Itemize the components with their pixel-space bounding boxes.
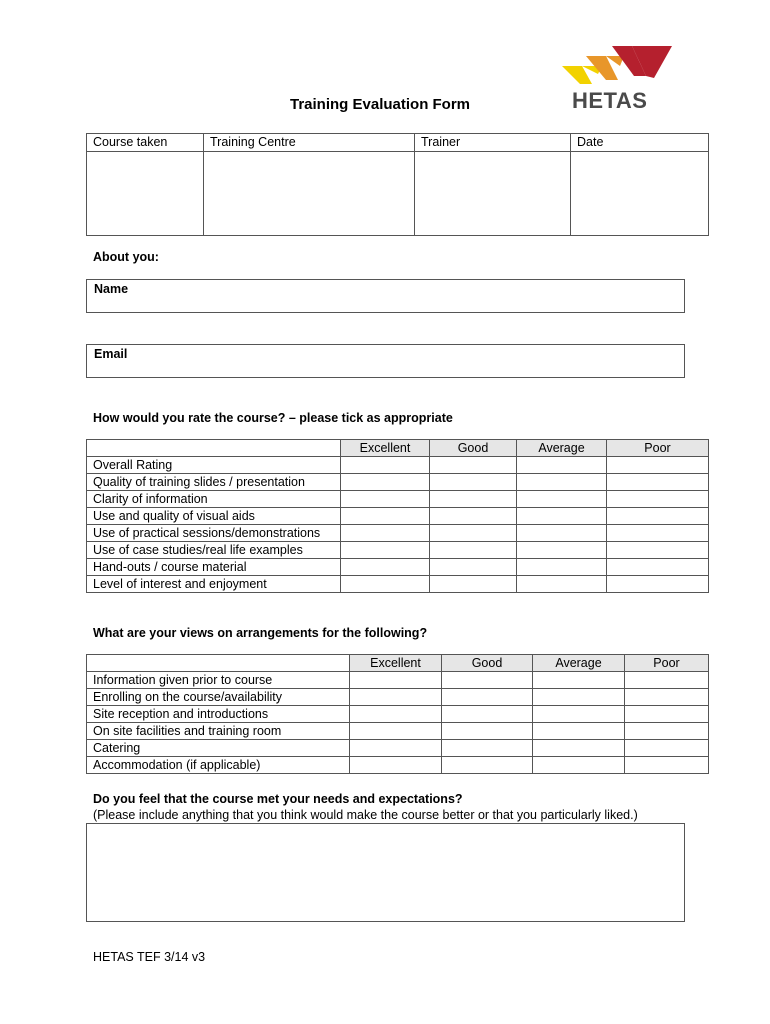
tick-cell-poor[interactable] bbox=[607, 491, 709, 508]
tick-cell-good[interactable] bbox=[430, 491, 517, 508]
tick-cell-excellent[interactable] bbox=[341, 491, 430, 508]
tick-cell-poor[interactable] bbox=[625, 689, 709, 706]
col-excellent: Excellent bbox=[350, 655, 442, 672]
table-row bbox=[87, 672, 709, 689]
col-average: Average bbox=[517, 440, 607, 457]
col-poor: Poor bbox=[625, 655, 709, 672]
hetas-logo bbox=[562, 44, 674, 114]
tick-cell-poor[interactable] bbox=[607, 457, 709, 474]
tick-cell-average[interactable] bbox=[517, 457, 607, 474]
email-field[interactable] bbox=[86, 344, 685, 378]
tick-cell-excellent[interactable] bbox=[341, 559, 430, 576]
tick-cell-average[interactable] bbox=[533, 672, 625, 689]
row-label: Hand-outs / course material bbox=[87, 559, 341, 576]
header-date: Date bbox=[571, 134, 709, 152]
header-course-taken: Course taken bbox=[87, 134, 204, 152]
tick-cell-excellent[interactable] bbox=[341, 457, 430, 474]
col-poor: Poor bbox=[607, 440, 709, 457]
tick-cell-poor[interactable] bbox=[625, 740, 709, 757]
row-label: Level of interest and enjoyment bbox=[87, 576, 341, 593]
arrangements-corner bbox=[87, 655, 350, 672]
tick-cell-excellent[interactable] bbox=[341, 542, 430, 559]
footer-code: HETAS TEF 3/14 v3 bbox=[93, 950, 206, 964]
row-label: Catering bbox=[87, 740, 350, 757]
name-field[interactable] bbox=[86, 279, 685, 313]
col-average: Average bbox=[533, 655, 625, 672]
row-label: On site facilities and training room bbox=[87, 723, 350, 740]
logo-text: HETAS bbox=[572, 88, 648, 113]
page-title: Training Evaluation Form bbox=[290, 96, 471, 113]
table-row bbox=[87, 457, 709, 474]
tick-cell-good[interactable] bbox=[430, 576, 517, 593]
course-rating-table bbox=[86, 439, 709, 593]
date-field[interactable] bbox=[571, 152, 709, 236]
tick-cell-average[interactable] bbox=[533, 706, 625, 723]
tick-cell-poor[interactable] bbox=[607, 542, 709, 559]
tick-cell-good[interactable] bbox=[430, 525, 517, 542]
table-row bbox=[87, 491, 709, 508]
needs-question: Do you feel that the course met your needs and expectations? bbox=[93, 792, 463, 806]
tick-cell-poor[interactable] bbox=[625, 723, 709, 740]
table-row bbox=[87, 740, 709, 757]
tick-cell-excellent[interactable] bbox=[350, 672, 442, 689]
table-row bbox=[87, 757, 709, 774]
tick-cell-average[interactable] bbox=[517, 474, 607, 491]
tick-cell-poor[interactable] bbox=[607, 474, 709, 491]
tick-cell-good[interactable] bbox=[442, 740, 533, 757]
col-good: Good bbox=[430, 440, 517, 457]
tick-cell-average[interactable] bbox=[533, 689, 625, 706]
needs-comments-field[interactable] bbox=[86, 823, 685, 922]
tick-cell-poor[interactable] bbox=[625, 672, 709, 689]
hetas-logo-mark-icon bbox=[562, 44, 674, 88]
tick-cell-good[interactable] bbox=[442, 689, 533, 706]
row-label: Enrolling on the course/availability bbox=[87, 689, 350, 706]
tick-cell-average[interactable] bbox=[533, 757, 625, 774]
course-rating-question: How would you rate the course? – please tick as appropriate bbox=[93, 411, 453, 425]
tick-cell-excellent[interactable] bbox=[341, 508, 430, 525]
arrangements-table bbox=[86, 654, 709, 774]
tick-cell-poor[interactable] bbox=[625, 757, 709, 774]
training-centre-field[interactable] bbox=[204, 152, 415, 236]
row-label: Use of practical sessions/demonstrations bbox=[87, 525, 341, 542]
tick-cell-excellent[interactable] bbox=[350, 757, 442, 774]
row-label: Information given prior to course bbox=[87, 672, 350, 689]
table-row bbox=[87, 525, 709, 542]
tick-cell-excellent[interactable] bbox=[341, 525, 430, 542]
tick-cell-poor[interactable] bbox=[625, 706, 709, 723]
tick-cell-average[interactable] bbox=[517, 508, 607, 525]
trainer-field[interactable] bbox=[415, 152, 571, 236]
tick-cell-excellent[interactable] bbox=[350, 740, 442, 757]
tick-cell-excellent[interactable] bbox=[350, 723, 442, 740]
name-label: Name bbox=[94, 282, 129, 296]
tick-cell-excellent[interactable] bbox=[341, 576, 430, 593]
col-good: Good bbox=[442, 655, 533, 672]
tick-cell-poor[interactable] bbox=[607, 559, 709, 576]
row-label: Site reception and introductions bbox=[87, 706, 350, 723]
tick-cell-poor[interactable] bbox=[607, 525, 709, 542]
row-label: Clarity of information bbox=[87, 491, 341, 508]
tick-cell-excellent[interactable] bbox=[341, 474, 430, 491]
tick-cell-excellent[interactable] bbox=[350, 689, 442, 706]
tick-cell-good[interactable] bbox=[442, 706, 533, 723]
course-details-table bbox=[86, 133, 709, 236]
tick-cell-average[interactable] bbox=[517, 559, 607, 576]
table-row bbox=[87, 576, 709, 593]
table-row bbox=[87, 559, 709, 576]
tick-cell-good[interactable] bbox=[442, 723, 533, 740]
row-label: Quality of training slides / presentation bbox=[87, 474, 341, 491]
tick-cell-good[interactable] bbox=[430, 542, 517, 559]
col-excellent: Excellent bbox=[341, 440, 430, 457]
tick-cell-average[interactable] bbox=[517, 491, 607, 508]
course-taken-field[interactable] bbox=[87, 152, 204, 236]
tick-cell-good[interactable] bbox=[430, 508, 517, 525]
table-row bbox=[87, 689, 709, 706]
email-label: Email bbox=[94, 347, 128, 361]
tick-cell-average[interactable] bbox=[517, 576, 607, 593]
tick-cell-good[interactable] bbox=[442, 672, 533, 689]
row-label: Use of case studies/real life examples bbox=[87, 542, 341, 559]
table-row bbox=[87, 508, 709, 525]
tick-cell-average[interactable] bbox=[517, 542, 607, 559]
row-label: Overall Rating bbox=[87, 457, 341, 474]
tick-cell-good[interactable] bbox=[442, 757, 533, 774]
tick-cell-average[interactable] bbox=[517, 525, 607, 542]
row-label: Accommodation (if applicable) bbox=[87, 757, 350, 774]
header-training-centre: Training Centre bbox=[204, 134, 415, 152]
table-row bbox=[87, 723, 709, 740]
arrangements-question: What are your views on arrangements for the following? bbox=[93, 626, 428, 640]
tick-cell-average[interactable] bbox=[533, 723, 625, 740]
about-heading: About you: bbox=[93, 250, 159, 264]
table-row bbox=[87, 542, 709, 559]
table-row bbox=[87, 474, 709, 491]
tick-cell-average[interactable] bbox=[533, 740, 625, 757]
tick-cell-good[interactable] bbox=[430, 457, 517, 474]
rating-corner bbox=[87, 440, 341, 457]
tick-cell-poor[interactable] bbox=[607, 508, 709, 525]
tick-cell-poor[interactable] bbox=[607, 576, 709, 593]
tick-cell-good[interactable] bbox=[430, 474, 517, 491]
course-rating-rows bbox=[87, 457, 709, 593]
tick-cell-good[interactable] bbox=[430, 559, 517, 576]
table-row bbox=[87, 706, 709, 723]
row-label: Use and quality of visual aids bbox=[87, 508, 341, 525]
arrangements-rows bbox=[87, 672, 709, 774]
needs-hint: (Please include anything that you think would make the course better or that you particularly liked.) bbox=[93, 808, 638, 822]
header-trainer: Trainer bbox=[415, 134, 571, 152]
tick-cell-excellent[interactable] bbox=[350, 706, 442, 723]
